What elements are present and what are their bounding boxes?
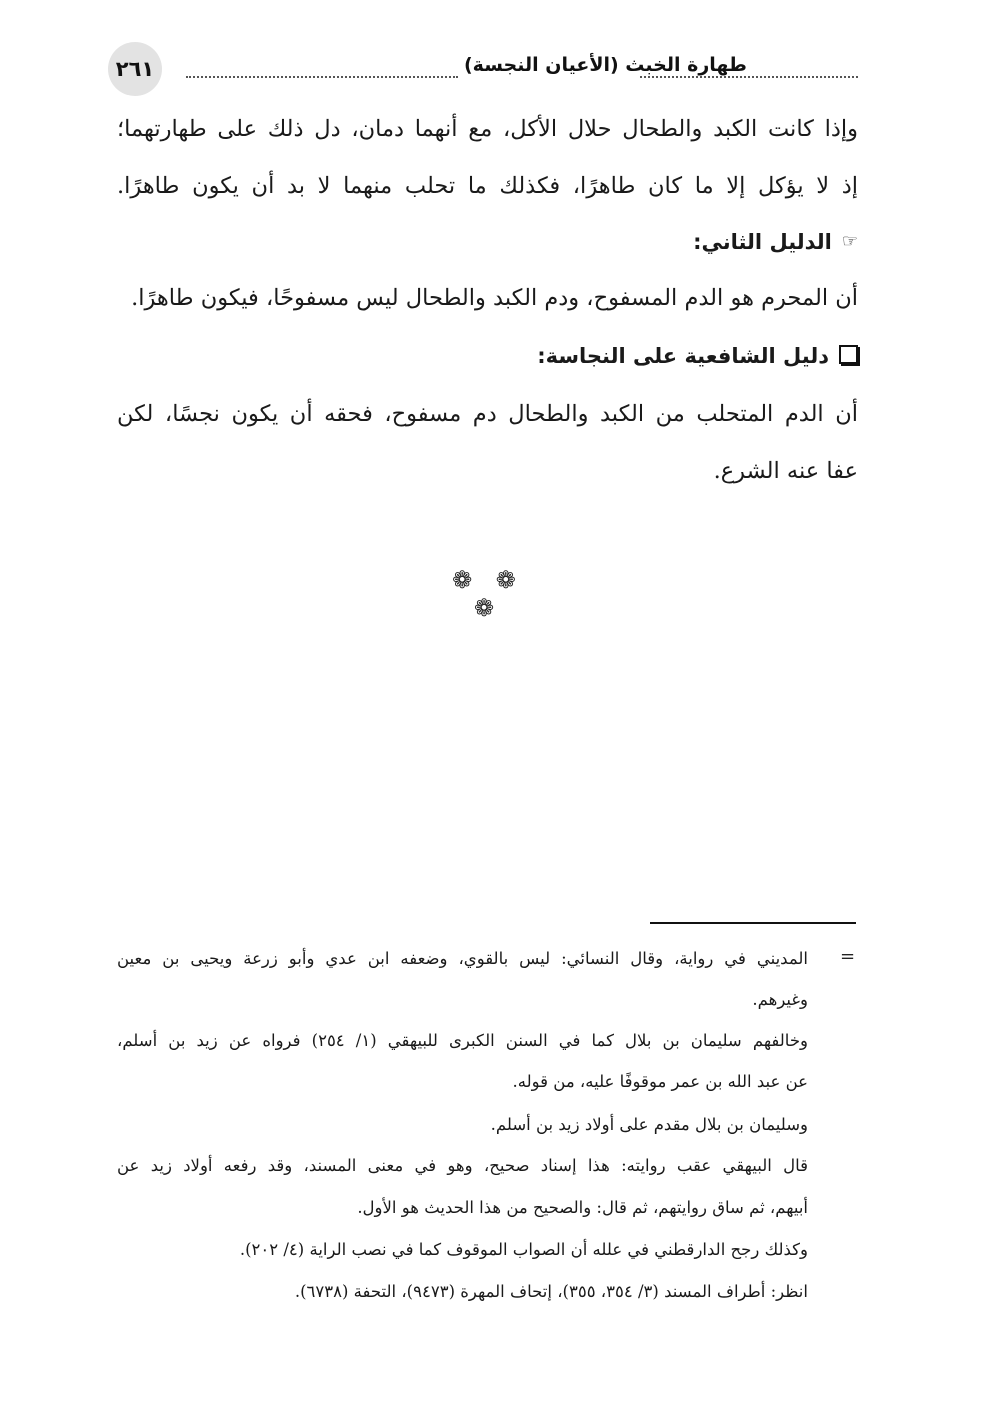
paragraph-2: أن المحرم هو الدم المسفوح، ودم الكبد والطحال ليس مسفوحًا، فيكون طاهرًا. [131,285,858,311]
footnote-line: وخالفهم سليمان بن بلال كما في السنن الكبرى للبيهقي (١/ ٢٥٤) فرواه عن زيد بن أسلم، [117,1031,808,1050]
footnote-line: المديني في رواية، وقال النسائي: ليس بالقوي، وضعفه ابن عدي وأبو زرعة ويحيى بن معين [117,949,808,968]
footnote-line: وكذلك رجح الدارقطني في علله أن الصواب الموقوف كما في نصب الراية (٤/ ٢٠٢). [239,1240,808,1259]
footnote-continuation-mark: = [840,946,856,967]
header-leader-dots-right [640,76,858,78]
paragraph-3-line-1: أن الدم المتحلب من الكبد والطحال دم مسفوح، فحقه أن يكون نجسًا، لكن [117,401,858,427]
page-header [108,42,858,98]
footnote-line: قال البيهقي عقب روايته: هذا إسناد صحيح، وهو في معنى المسند، وقد رفعه أولاد زيد عن [117,1156,808,1175]
hand-pointer-icon: ☞ [841,231,858,252]
running-title: طهارة الخبث (الأعيان النجسة) [464,54,747,76]
page-number: ٢٦١ [108,42,162,96]
footnote-line: أبيهم، ثم ساق روايتهم، ثم قال: والصحيح من هذا الحديث هو الأول. [357,1198,808,1217]
header-leader-dots-left [186,76,458,78]
footnote-line: وغيرهم. [752,990,808,1009]
heading-text: الدليل الثاني: [693,230,832,254]
paragraph-1-line-2: إذ لا يؤكل إلا ما كان طاهرًا، فكذلك ما تحلب منهما لا بد أن يكون طاهرًا. [117,173,858,199]
footnote-line: انظر: أطراف المسند (٣/ ٣٥٤، ٣٥٥)، إتحاف المهرة (٩٤٧٣)، التحفة (٦٧٣٨). [294,1282,808,1301]
footnote-line: وسليمان بن بلال مقدم على أولاد زيد بن أسلم. [490,1115,808,1134]
section-heading-second-evidence [693,222,858,262]
heading-text: دليل الشافعية على النجاسة: [537,344,829,368]
paragraph-3-line-2: عفا عنه الشرع. [713,458,858,484]
section-end-ornament: ❁ ❁ ❁ [452,566,524,622]
footnote-line: عن عبد الله بن عمر موقوفًا عليه، من قوله. [512,1072,808,1091]
paragraph-1-line-1: وإذا كانت الكبد والطحال حلال الأكل، مع أنهما دمان، دل ذلك على طهارتهما؛ [117,116,858,142]
square-bullet-icon [839,345,858,364]
section-heading-shafii-evidence [537,336,858,376]
footnote-separator-rule [650,922,856,924]
